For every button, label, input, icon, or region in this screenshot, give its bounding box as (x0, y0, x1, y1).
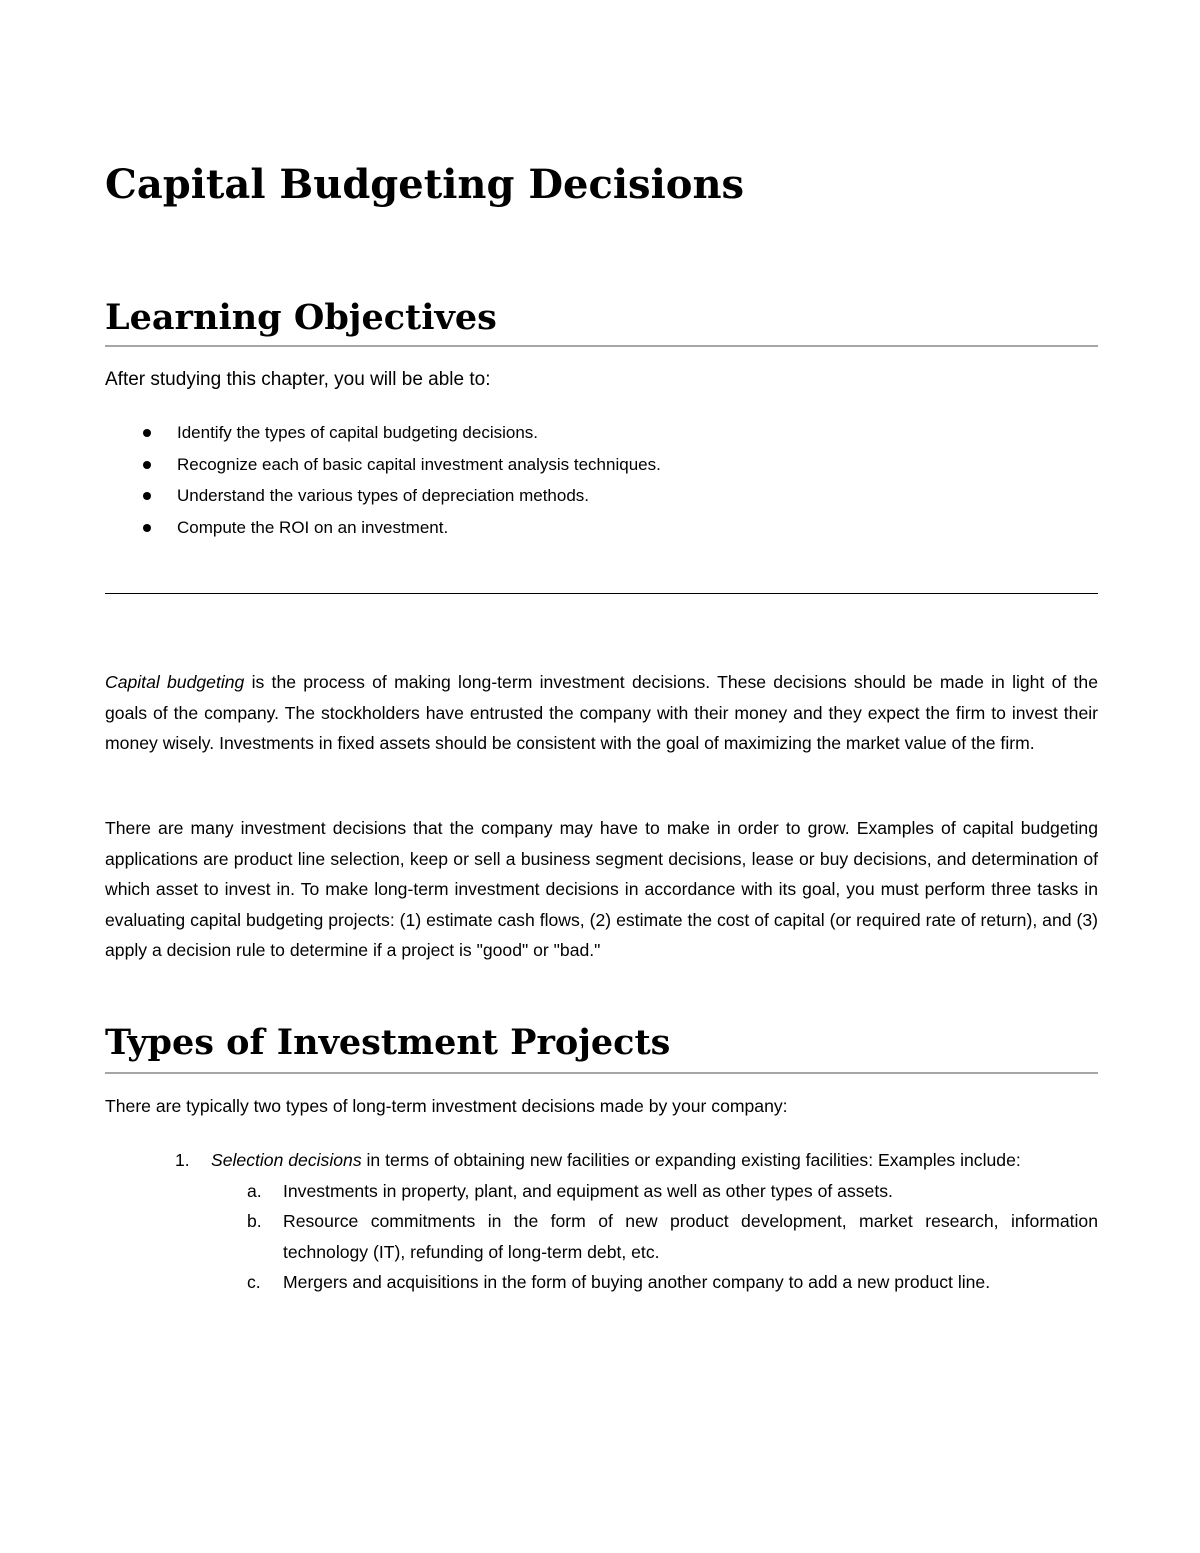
sub-list-item (211, 1176, 1098, 1207)
list-item (105, 1145, 1098, 1298)
objectives-intro: After studying this chapter, you will be able to: (105, 369, 491, 390)
heading-underline (105, 345, 1098, 347)
sub-marker: c. (247, 1272, 261, 1292)
list-item (105, 480, 661, 512)
paragraph-text: is the process of making long-term investment decisions. These decisions should be made in light of the goals of the company. The stockholders have entrusted the company with their money and they expect the firm to invest their money wisely. Investments in fixed assets should be consistent with the goal of maximizing the market value of the firm. (105, 672, 1098, 753)
objective-text: Understand the various types of depreciation methods. (177, 486, 590, 505)
list-item (105, 449, 661, 481)
types-heading: Types of Investment Projects (105, 1022, 671, 1063)
sub-marker: b. (247, 1211, 262, 1231)
term-selection-decisions: Selection decisions (211, 1150, 362, 1170)
item-text: in terms of obtaining new facilities or expanding existing facilities: Examples include: (361, 1150, 1021, 1170)
body-paragraph-1 (105, 667, 1098, 759)
heading-underline (105, 1072, 1098, 1074)
bullet-icon (143, 429, 151, 437)
list-item (105, 512, 661, 544)
types-list (105, 1145, 1098, 1298)
sub-list-item (211, 1206, 1098, 1267)
sub-item-text: Resource commitments in the form of new product development, market research, information technology (IT), refunding of long-term debt, etc. (283, 1211, 1098, 1262)
objective-text: Recognize each of basic capital investment analysis techniques. (177, 454, 661, 474)
sub-item-text: Investments in property, plant, and equipment as well as other types of assets. (283, 1180, 893, 1201)
objectives-list (105, 417, 661, 543)
body-paragraph-2: There are many investment decisions that the company may have to make in order to grow. Examples of capital budgeting applications are product line selection, keep or sell a business segment decisions, lease or buy decisions, and determination of which asset to invest in. To make long-term investment decisions in accordance with its goal, you must perform three tasks in evaluating capital budgeting projects: (1) estimate cash flows, (2) estimate the cost of capital (or required rate of return), and (3) apply a decision rule to determine if a project is "good" or "bad." (105, 818, 1098, 960)
list-marker: 1. (175, 1150, 190, 1170)
list-item (105, 417, 661, 449)
document-title: Capital Budgeting Decisions (105, 161, 745, 208)
bullet-icon (143, 524, 151, 532)
section-divider (105, 593, 1098, 594)
bullet-icon (143, 492, 151, 500)
sub-marker: a. (247, 1180, 262, 1201)
bullet-icon (143, 461, 151, 469)
sub-list (211, 1176, 1098, 1298)
sub-item-text: Mergers and acquisitions in the form of buying another company to add a new product line. (283, 1272, 991, 1292)
objective-text: Identify the types of capital budgeting decisions. (177, 423, 539, 442)
sub-list-item (211, 1267, 1098, 1298)
learning-objectives-heading: Learning Objectives (105, 297, 497, 338)
objective-text: Compute the ROI on an investment. (177, 517, 449, 537)
term-capital-budgeting: Capital budgeting (105, 672, 245, 692)
types-intro: There are typically two types of long-term investment decisions made by your company: (105, 1096, 788, 1116)
